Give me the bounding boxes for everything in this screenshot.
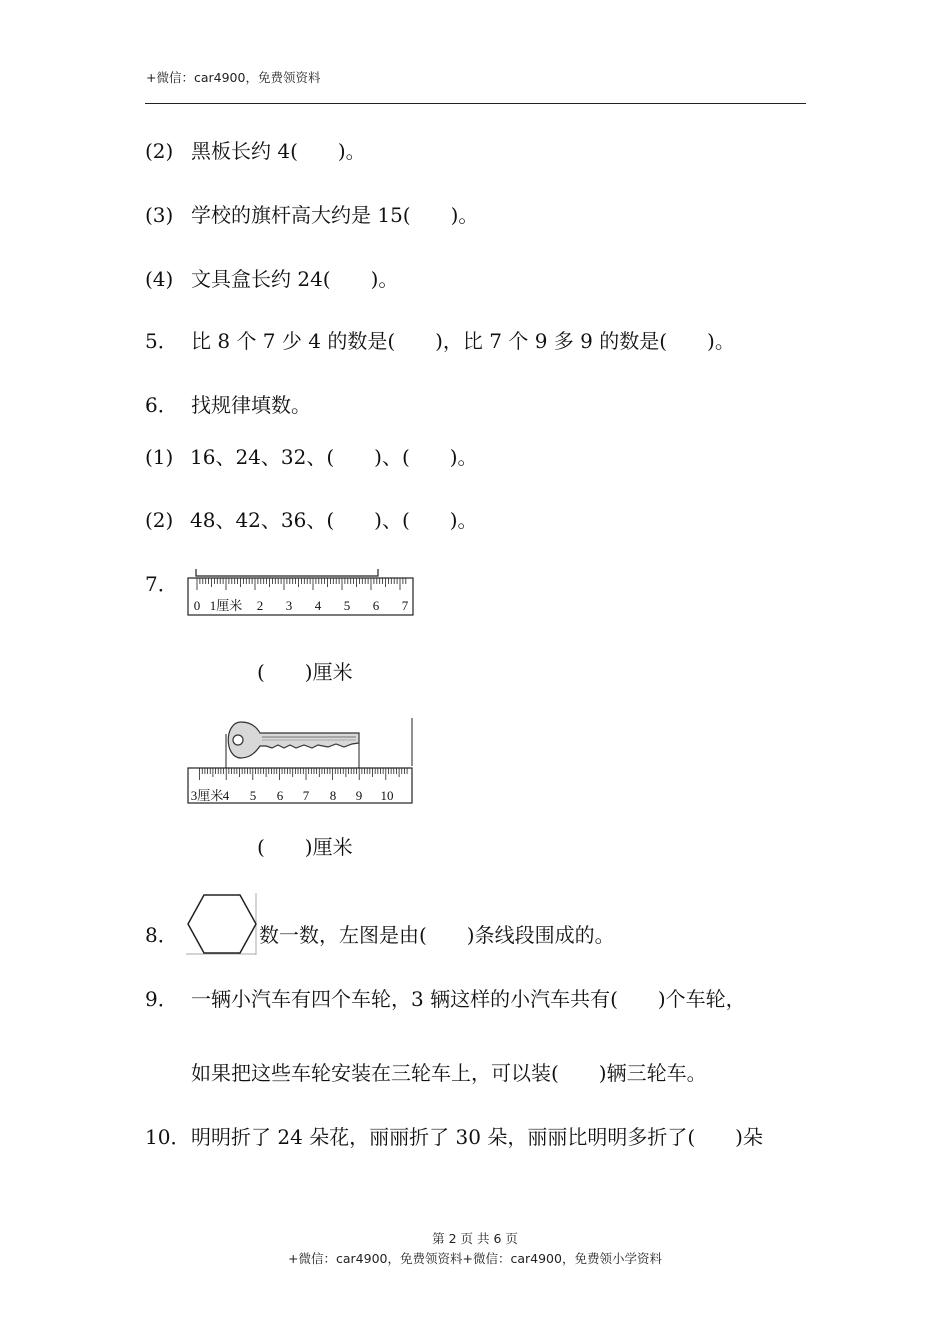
question-text: 16、24、32、( )、( )。 [190, 445, 478, 469]
question-6-1 [145, 445, 478, 469]
question-text: 学校的旗杆高大约是 15( )。 [191, 203, 479, 227]
ruler-label: 4 [222, 788, 230, 803]
footer-watermark: +微信：car4900，免费领资料+微信：car4900，免费领小学资料 [288, 1251, 662, 1266]
question-number: (1) [145, 445, 174, 469]
measure-bracket [196, 569, 378, 576]
question-4-3 [145, 203, 478, 227]
question-number: 7． [145, 572, 178, 596]
ruler-label: 0 [193, 598, 201, 613]
page-number: 第 2 页 共 6 页 [432, 1231, 518, 1246]
question-9-continued: 如果把这些车轮安装在三轮车上，可以装( )辆三轮车。 [191, 1061, 707, 1085]
ruler-label: 8 [329, 788, 337, 803]
question-7 [145, 572, 191, 596]
question-number: (3) [145, 203, 174, 227]
header-divider [145, 103, 806, 104]
ruler-label: 7 [302, 788, 310, 803]
question-10 [145, 1125, 763, 1149]
answer-blank-2: ( )厘米 [257, 835, 353, 859]
question-5 [145, 329, 735, 353]
header-watermark: +微信：car4900，免费领资料 [146, 70, 321, 85]
question-4-2 [145, 139, 366, 163]
ruler-label: 3厘米 [190, 788, 224, 803]
ruler-label: 7 [401, 598, 409, 613]
ruler-label: 10 [380, 788, 394, 803]
question-text: 文具盒长约 24( )。 [191, 267, 399, 291]
ruler-label: 9 [355, 788, 363, 803]
question-text: 明明折了 24 朵花，丽丽折了 30 朵，丽丽比明明多折了( )朵 [191, 1125, 763, 1149]
ruler-label: 5 [343, 598, 351, 613]
question-text: 找规律填数。 [191, 393, 311, 417]
question-number: (4) [145, 267, 174, 291]
question-text: 黑板长约 4( )。 [191, 139, 366, 163]
question-4-4 [145, 267, 398, 291]
ruler-label: 5 [249, 788, 257, 803]
question-text: 比 8 个 7 少 4 的数是( )，比 7 个 9 多 9 的数是( )。 [191, 329, 735, 353]
ruler-label: 2 [256, 598, 264, 613]
hexagon-shape [188, 895, 256, 953]
ruler-label: 3 [285, 598, 293, 613]
question-6 [145, 393, 311, 417]
answer-blank-1: ( )厘米 [257, 660, 353, 684]
question-8-text: 数一数，左图是由( )条线段围成的。 [259, 923, 615, 947]
ruler-label: 1厘米 [209, 598, 243, 613]
question-number: 9． [145, 987, 178, 1011]
question-number: 5． [145, 329, 178, 353]
ruler-label: 4 [314, 598, 322, 613]
ruler-label: 6 [276, 788, 284, 803]
question-text: 48、42、36、( )、( )。 [190, 508, 478, 532]
ruler-figure-1 [186, 566, 416, 618]
hexagon-figure [186, 893, 258, 955]
question-number: 6． [145, 393, 178, 417]
question-number: 8． [145, 923, 178, 947]
question-number: (2) [145, 508, 174, 532]
question-6-2 [145, 508, 478, 532]
question-9 [145, 987, 746, 1011]
question-number: (2) [145, 139, 174, 163]
question-number: 10． [145, 1125, 191, 1149]
question-text: 一辆小汽车有四个车轮，3 辆这样的小汽车共有( )个车轮， [191, 987, 746, 1011]
ruler-figure-2 [186, 716, 416, 806]
ruler-label: 6 [372, 598, 380, 613]
key-icon [228, 722, 359, 758]
question-8-number [145, 923, 178, 947]
